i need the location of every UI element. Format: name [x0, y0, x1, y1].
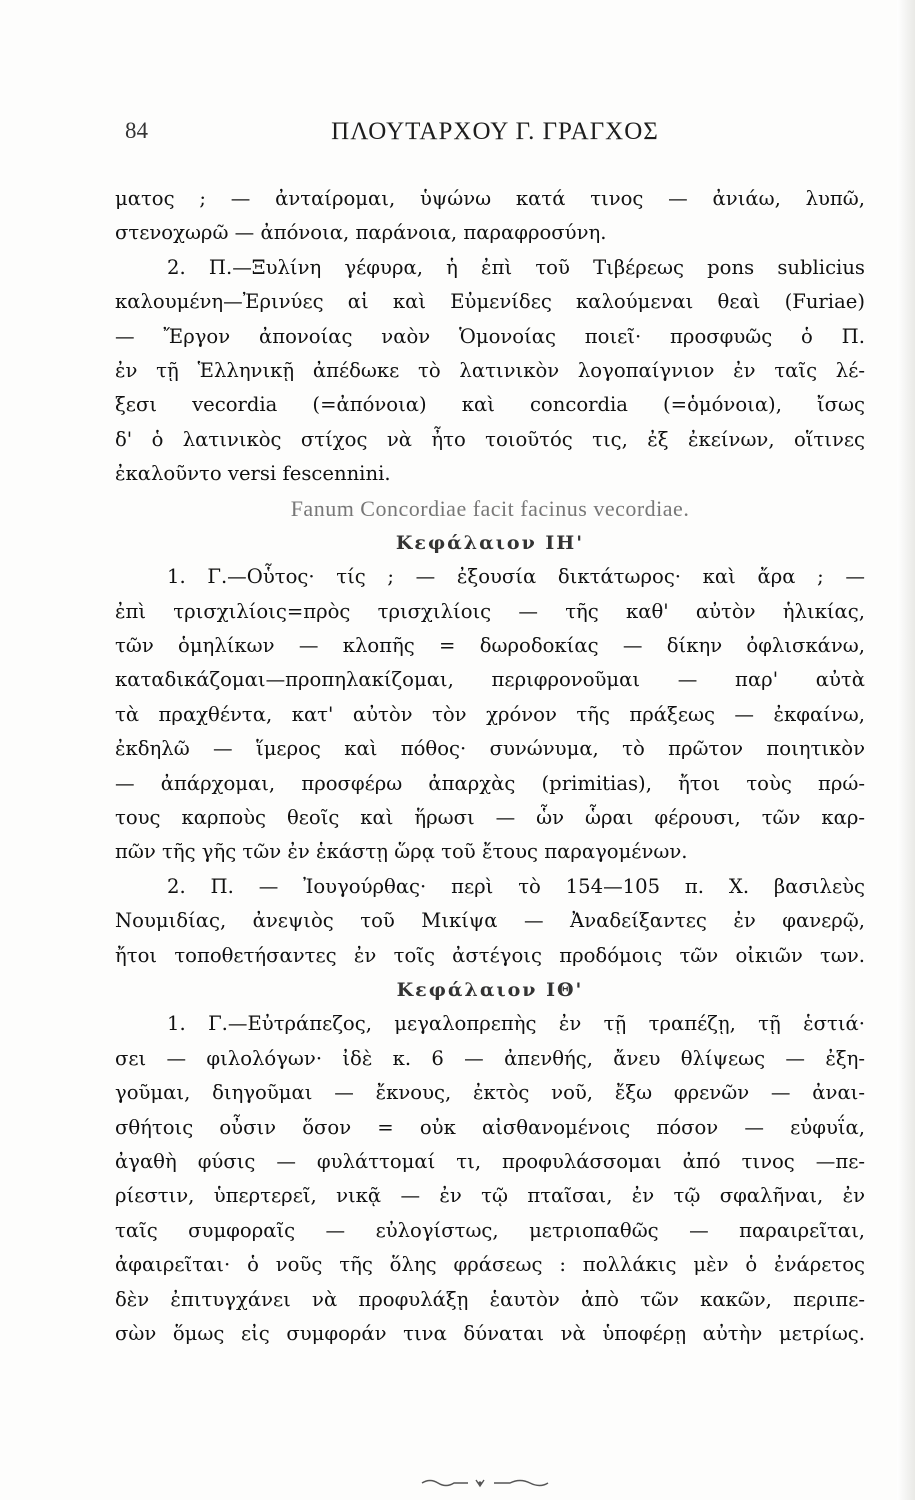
text-line: — Ἔργον ἀπονοίας ναὸν Ὁμονοίας ποιεῖ· προσφυῶς ὁ Π.: [115, 324, 865, 348]
text-line: τὰ πραχθέντα, κατ' αὐτὸν τὸν χρόνον τῆς πράξεως — ἐκφαίνω,: [115, 702, 865, 726]
text-line: ρίεστιν, ὑπερτερεῖ, νικᾷ — ἐν τῷ πταῖσαι, ἐν τῷ σφαλῆναι, ἐν: [115, 1184, 865, 1208]
text-line: ἀφαιρεῖται· ὁ νοῦς τῆς ὅλης φράσεως : πολλάκις μὲν ὁ ἐνάρετος: [115, 1253, 865, 1277]
text-line: ἐπὶ τρισχιλίοις=πρὸς τρισχιλίοις — τῆς καθ' αὐτὸν ἡλικίας,: [115, 599, 865, 623]
text-line: ταῖς συμφοραῖς — εὐλογίστως, μετριοπαθῶς — παραιρεῖται,: [115, 1218, 865, 1242]
text-line: 1. Γ.—Οὗτος· τίς ; — ἐξουσία δικτάτωρος· καὶ ἄρα ; —: [167, 565, 865, 589]
text-line: — ἀπάρχομαι, προσφέρω ἀπαρχὰς (primitias), ἤτοι τοὺς πρώ-: [115, 771, 865, 795]
text-line: πῶν τῆς γῆς τῶν ἐν ἑκάστῃ ὥρᾳ τοῦ ἔτους παραγομένων.: [115, 840, 688, 864]
text-line: σθήτοις οὖσιν ὅσον = οὐκ αἰσθανομένοις πόσον — εὐφυΐα,: [115, 1115, 865, 1139]
latin-verse: Fanum Concordiae facit facinus vecordiae.: [290, 495, 690, 521]
chapter-heading: Κεφάλαιον ΙΗ': [395, 531, 585, 554]
text-line: καλουμένη—Ἐρινύες αἱ καὶ Εὐμενίδες καλούμεναι θεαὶ (Furiae): [115, 290, 865, 314]
text-line: ἐκαλοῦντο versi fescennini.: [115, 462, 391, 486]
text-line: ἐκδηλῶ — ἵμερος καὶ πόθος· συνώνυμα, τὸ πρῶτον ποιητικὸν: [115, 737, 865, 761]
page-body: [115, 182, 865, 1351]
text-line: τους καρποὺς θεοῖς καὶ ἥρωσι — ὧν ὧραι φέρουσι, τῶν καρ-: [115, 806, 865, 830]
text-line: 2. Π.—Ξυλίνη γέφυρα, ἡ ἐπὶ τοῦ Τιβέρεως pons sublicius: [167, 255, 865, 279]
text-line: Νουμιδίας, ἀνεψιὸς τοῦ Μικίψα — Ἀναδείξαντες ἐν φανερῷ,: [115, 909, 865, 933]
chapter-heading: Κεφάλαιον ΙΘ': [396, 978, 584, 1001]
ornamental-rule: [420, 1477, 550, 1489]
text-line: δ' ὁ λατινικὸς στίχος νὰ ἦτο τοιοῦτός τις, ἐξ ἐκείνων, οἵτινες: [115, 427, 865, 451]
page-number: 84: [125, 118, 148, 143]
text-line: ἐν τῇ Ἑλληνικῇ ἀπέδωκε τὸ λατινικὸν λογοπαίγνιον ἐν ταῖς λέ-: [115, 358, 865, 382]
text-line: 1. Γ.—Εὐτράπεζος, μεγαλοπρεπὴς ἐν τῇ τραπέζῃ, τῇ ἑστιά·: [167, 1012, 865, 1036]
text-line: ἀγαθὴ φύσις — φυλάττομαί τι, προφυλάσσομαι ἀπό τινος —πε-: [115, 1149, 865, 1173]
running-title: ΠΛΟΥΤΑΡΧΟΥ Γ. ΓΡΑΓΧΟΣ: [331, 118, 659, 145]
text-line: στενοχωρῶ — ἀπόνοια, παράνοια, παραφροσύνη.: [115, 221, 607, 245]
page-edge-shadow: [897, 0, 915, 1500]
text-line: σει — φιλολόγων· ἰδὲ κ. 6 — ἀπενθής, ἄνευ θλίψεως — ἐξη-: [115, 1046, 865, 1070]
text-line: δὲν ἐπιτυγχάνει νὰ προφυλάξῃ ἑαυτὸν ἀπὸ τῶν κακῶν, περιπε-: [115, 1287, 865, 1311]
text-line: ματος ; — ἀνταίρομαι, ὑψώνω κατά τινος — ἀνιάω, λυπῶ,: [115, 187, 865, 210]
page-header: [115, 118, 875, 158]
text-line: ἤτοι τοποθετήσαντες ἐν τοῖς ἀστέγοις προδόμοις τῶν οἰκιῶν των.: [115, 943, 865, 967]
text-line: γοῦμαι, διηγοῦμαι — ἔκνους, ἐκτὸς νοῦ, ἔξω φρενῶν — ἀναι-: [115, 1081, 865, 1105]
text-line: 2. Π. — Ἰουγούρθας· περὶ τὸ 154—105 π. Χ. βασιλεὺς: [167, 874, 865, 898]
text-line: σὼν ὅμως εἰς συμφοράν τινα δύναται νὰ ὑποφέρῃ αὐτὴν μετρίως.: [115, 1321, 865, 1345]
text-line: τῶν ὁμηλίκων — κλοπῆς = δωροδοκίας — δίκην ὀφλισκάνω,: [115, 634, 865, 658]
text-line: ξεσι vecordia (=ἀπόνοια) καὶ concordia (=ὁμόνοια), ἴσως: [115, 393, 865, 417]
text-line: καταδικάζομαι—προπηλακίζομαι, περιφρονοῦμαι — παρ' αὐτὰ: [115, 668, 865, 692]
